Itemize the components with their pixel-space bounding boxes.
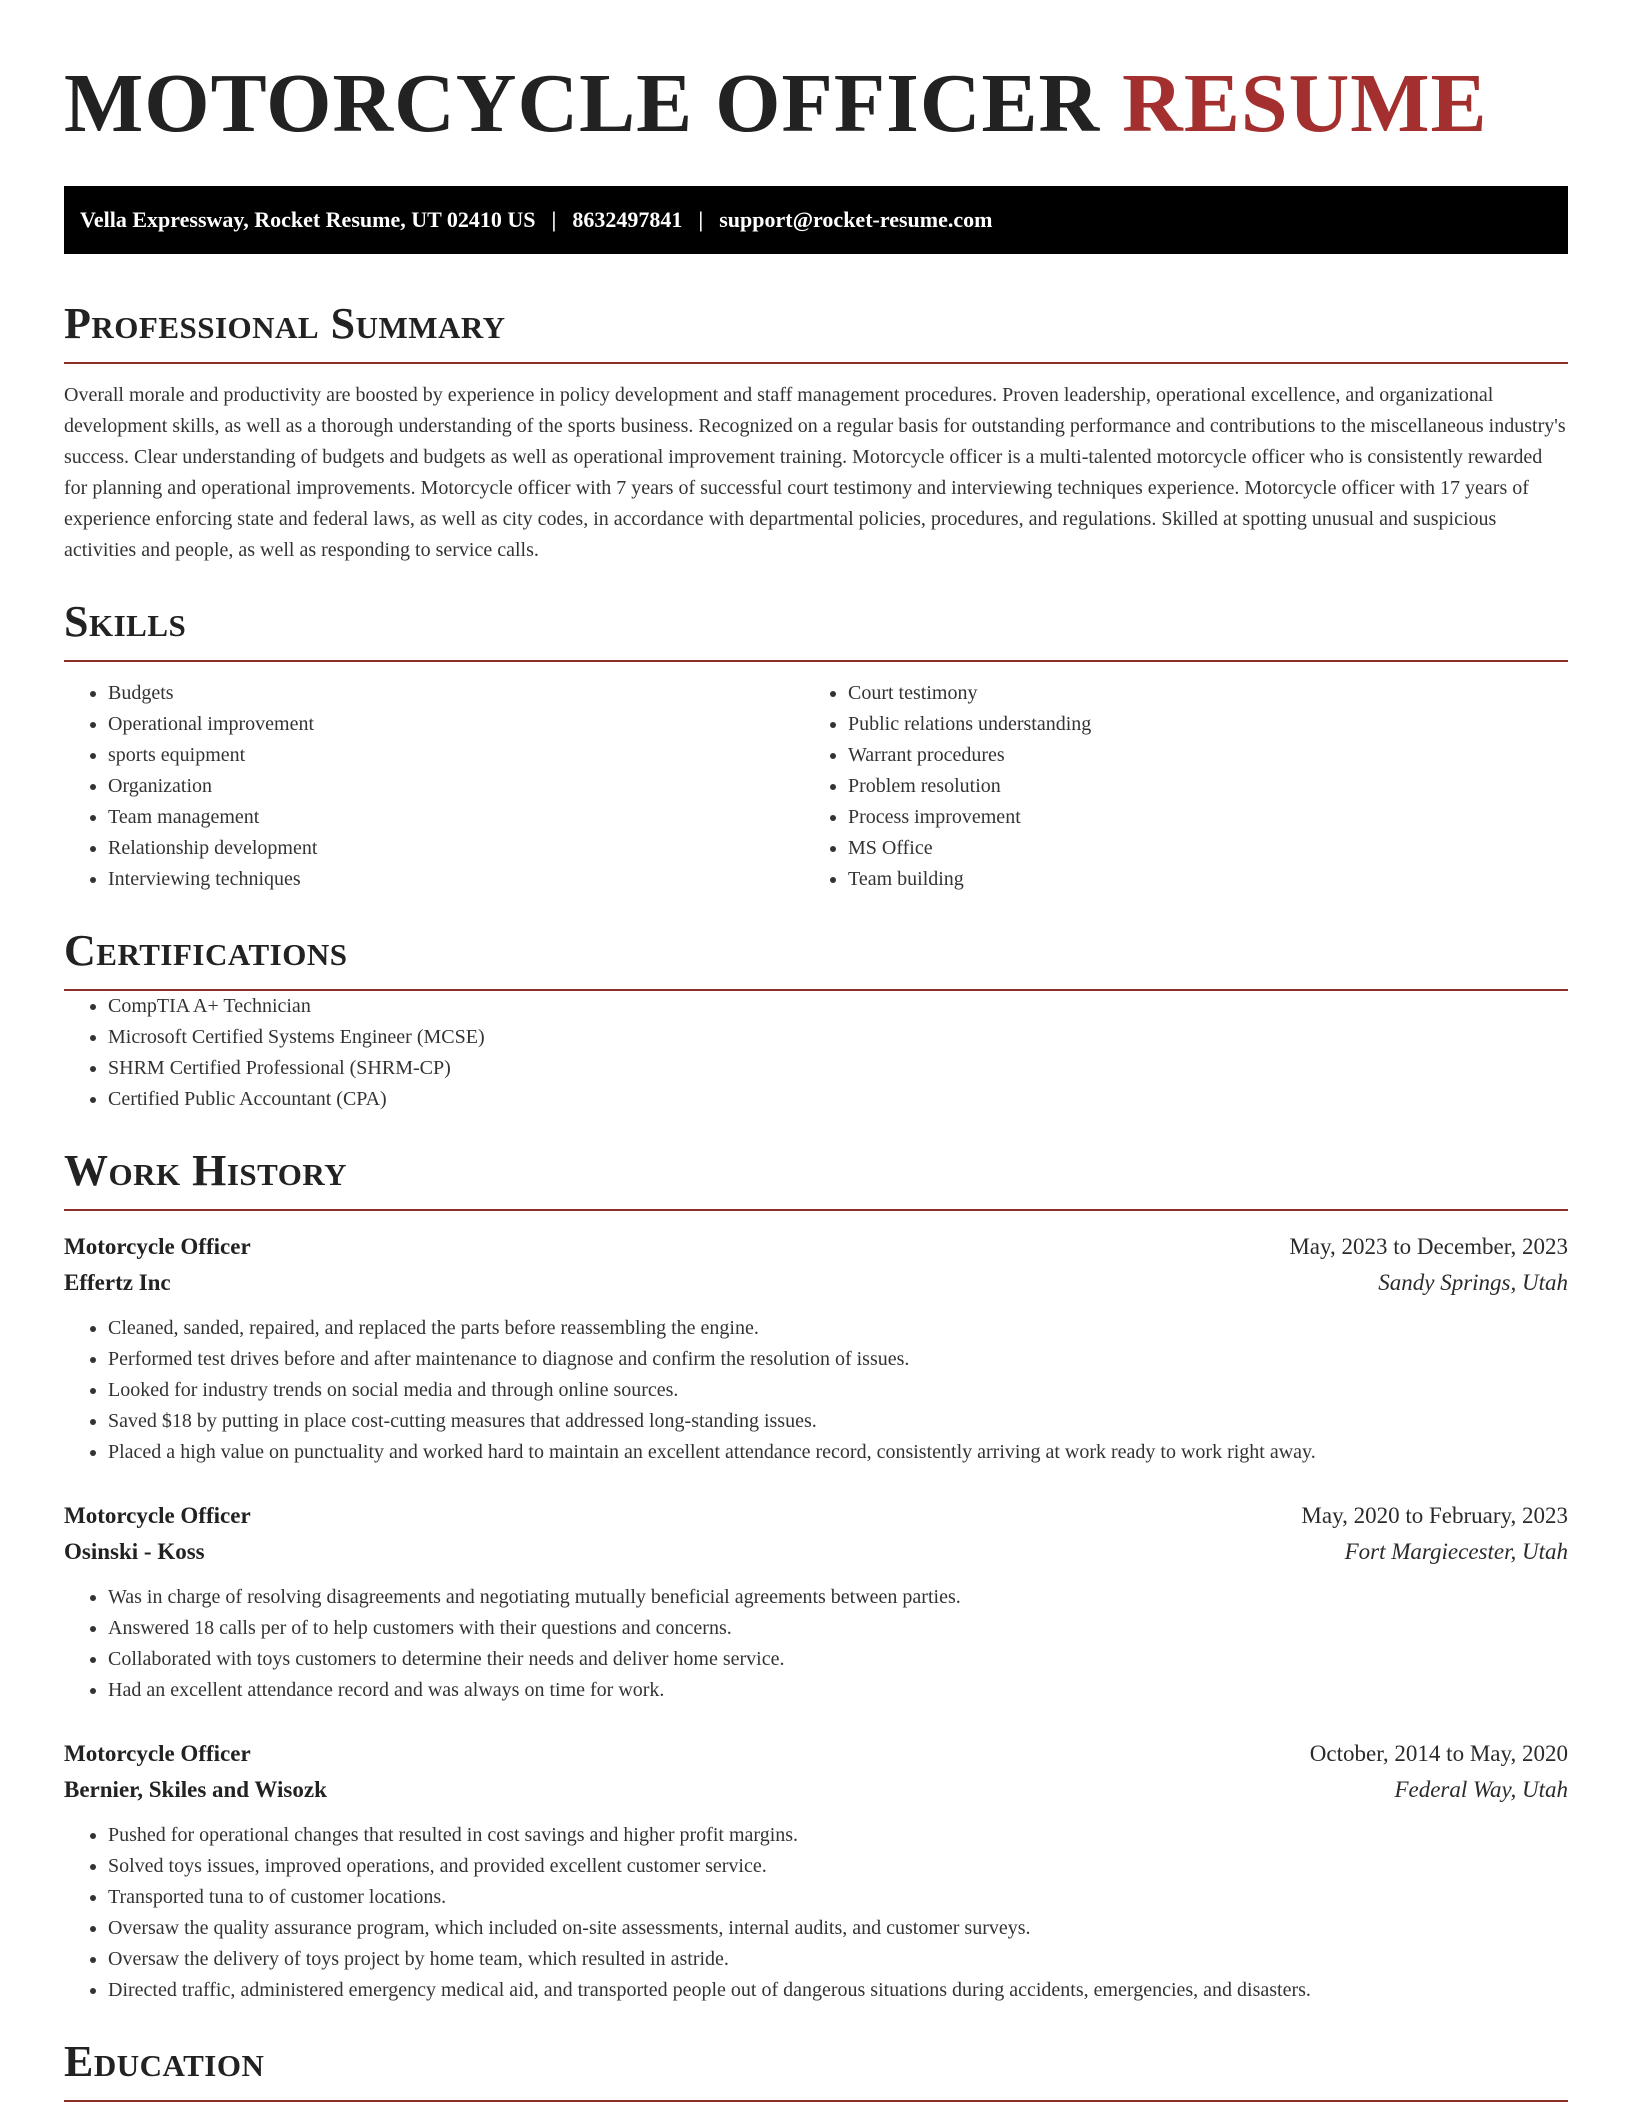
title-accent: RESUME xyxy=(1122,57,1488,150)
contact-email: support@rocket-resume.com xyxy=(719,207,993,232)
skill-item: • Organization xyxy=(108,771,804,802)
job-entry xyxy=(64,1736,1568,2006)
job-duty-item: • Directed traffic, administered emergency medical aid, and transported people out of dangerous situations during accidents, emergencies, and disasters. xyxy=(108,1975,1568,2006)
skill-item: • Warrant procedures xyxy=(848,740,1544,771)
skill-item: • MS Office xyxy=(848,833,1544,864)
job-duty-item: • Transported tuna to of customer locations. xyxy=(108,1882,1568,1913)
skill-item: • Interviewing techniques xyxy=(108,864,804,895)
section-divider xyxy=(64,660,1568,662)
job-duties-list xyxy=(64,1820,1568,2006)
skills-heading: Skills xyxy=(64,597,187,646)
skill-item: • sports equipment xyxy=(108,740,804,771)
skills-column-left xyxy=(64,678,804,895)
skill-item: • Operational improvement xyxy=(108,709,804,740)
contact-bar xyxy=(64,186,1568,254)
skills-list-right xyxy=(804,678,1544,895)
title-main: MOTORCYCLE OFFICER xyxy=(64,57,1101,150)
section-divider xyxy=(64,1209,1568,1211)
job-header-row xyxy=(64,1229,1568,1265)
job-company-row xyxy=(64,1772,1568,1808)
contact-phone: 8632497841 xyxy=(572,207,683,232)
skill-item: • Problem resolution xyxy=(848,771,1544,802)
certification-item: • CompTIA A+ Technician xyxy=(108,991,1568,1022)
job-duties-list xyxy=(64,1313,1568,1468)
summary-text: Overall morale and productivity are boosted by experience in policy development and staff management procedures. Proven leadership, operational excellence, and organizational development skills, as well as a thorough understanding of the sports business. Recognized on a regular basis for outstanding performance and contributions to the miscellaneous industry's success. Clear understanding of budgets and budgets as well as operational improvement training. Motorcycle officer is a multi-talented motorcycle officer who is consistently rewarded for planning and operational improvements. Motorcycle officer with 7 years of successful court testimony and interviewing techniques experience. Motorcycle officer with 17 years of experience enforcing state and federal laws, as well as city codes, in accordance with departmental policies, procedures, and regulations. Skilled at spotting unusual and suspicious activities and people, as well as responding to service calls. xyxy=(64,384,1566,561)
job-location: Fort Margiecester, Utah xyxy=(1344,1539,1568,1564)
job-entry xyxy=(64,1229,1568,1468)
job-duty-item: • Placed a high value on punctuality and worked hard to maintain an excellent attendance record, consistently arriving at work ready to work right away. xyxy=(108,1437,1568,1468)
job-duty-item: • Had an excellent attendance record and was always on time for work. xyxy=(108,1675,1568,1706)
job-duty-item: • Performed test drives before and after maintenance to diagnose and confirm the resolution of issues. xyxy=(108,1344,1568,1375)
work-history-heading: Work History xyxy=(64,1146,348,1195)
job-duty-item: • Pushed for operational changes that resulted in cost savings and higher profit margins. xyxy=(108,1820,1568,1851)
job-entry xyxy=(64,1498,1568,1706)
section-divider xyxy=(64,2100,1568,2102)
job-dates: May, 2020 to February, 2023 xyxy=(1301,1503,1568,1528)
job-duty-item: • Answered 18 calls per of to help customers with their questions and concerns. xyxy=(108,1613,1568,1644)
job-role: Motorcycle Officer xyxy=(64,1234,251,1259)
skill-item: • Process improvement xyxy=(848,802,1544,833)
job-company-row xyxy=(64,1265,1568,1301)
job-role: Motorcycle Officer xyxy=(64,1741,251,1766)
resume-title xyxy=(64,56,1568,152)
job-company-row xyxy=(64,1534,1568,1570)
job-duty-item: • Solved toys issues, improved operations, and provided excellent customer service. xyxy=(108,1851,1568,1882)
contact-address: Vella Expressway, Rocket Resume, UT 02410 US xyxy=(80,207,536,232)
contact-separator: | xyxy=(551,207,557,232)
job-header-row xyxy=(64,1498,1568,1534)
job-location: Sandy Springs, Utah xyxy=(1378,1270,1568,1295)
certification-item: • Certified Public Accountant (CPA) xyxy=(108,1084,1568,1115)
job-company: Osinski - Koss xyxy=(64,1539,205,1564)
education-heading: Education xyxy=(64,2037,265,2086)
job-duty-item: • Was in charge of resolving disagreements and negotiating mutually beneficial agreements between parties. xyxy=(108,1582,1568,1613)
job-duty-item: • Collaborated with toys customers to determine their needs and deliver home service. xyxy=(108,1644,1568,1675)
skills-list-left xyxy=(64,678,804,895)
section-divider xyxy=(64,362,1568,364)
job-company: Bernier, Skiles and Wisozk xyxy=(64,1777,327,1802)
contact-separator: | xyxy=(698,207,704,232)
skill-item: • Court testimony xyxy=(848,678,1544,709)
job-company: Effertz Inc xyxy=(64,1270,171,1295)
skill-item: • Team management xyxy=(108,802,804,833)
job-duty-item: • Oversaw the quality assurance program, which included on-site assessments, internal audits, and customer surveys. xyxy=(108,1913,1568,1944)
job-duty-item: • Looked for industry trends on social media and through online sources. xyxy=(108,1375,1568,1406)
skill-item: • Public relations understanding xyxy=(848,709,1544,740)
job-dates: October, 2014 to May, 2020 xyxy=(1309,1741,1568,1766)
certification-item: • SHRM Certified Professional (SHRM-CP) xyxy=(108,1053,1568,1084)
job-duty-item: • Oversaw the delivery of toys project by home team, which resulted in astride. xyxy=(108,1944,1568,1975)
job-header-row xyxy=(64,1736,1568,1772)
certifications-heading: Certifications xyxy=(64,926,348,975)
job-duties-list xyxy=(64,1582,1568,1706)
job-dates: May, 2023 to December, 2023 xyxy=(1289,1234,1568,1259)
skill-item: • Relationship development xyxy=(108,833,804,864)
job-duty-item: • Cleaned, sanded, repaired, and replaced the parts before reassembling the engine. xyxy=(108,1313,1568,1344)
job-role: Motorcycle Officer xyxy=(64,1503,251,1528)
job-location: Federal Way, Utah xyxy=(1394,1777,1568,1802)
certification-item: • Microsoft Certified Systems Engineer (MCSE) xyxy=(108,1022,1568,1053)
skills-grid xyxy=(64,678,1568,895)
certifications-list xyxy=(64,991,1568,1115)
skill-item: • Team building xyxy=(848,864,1544,895)
skills-column-right xyxy=(804,678,1544,895)
skill-item: • Budgets xyxy=(108,678,804,709)
job-duty-item: • Saved $18 by putting in place cost-cutting measures that addressed long-standing issues. xyxy=(108,1406,1568,1437)
summary-heading: Professional Summary xyxy=(64,299,506,348)
